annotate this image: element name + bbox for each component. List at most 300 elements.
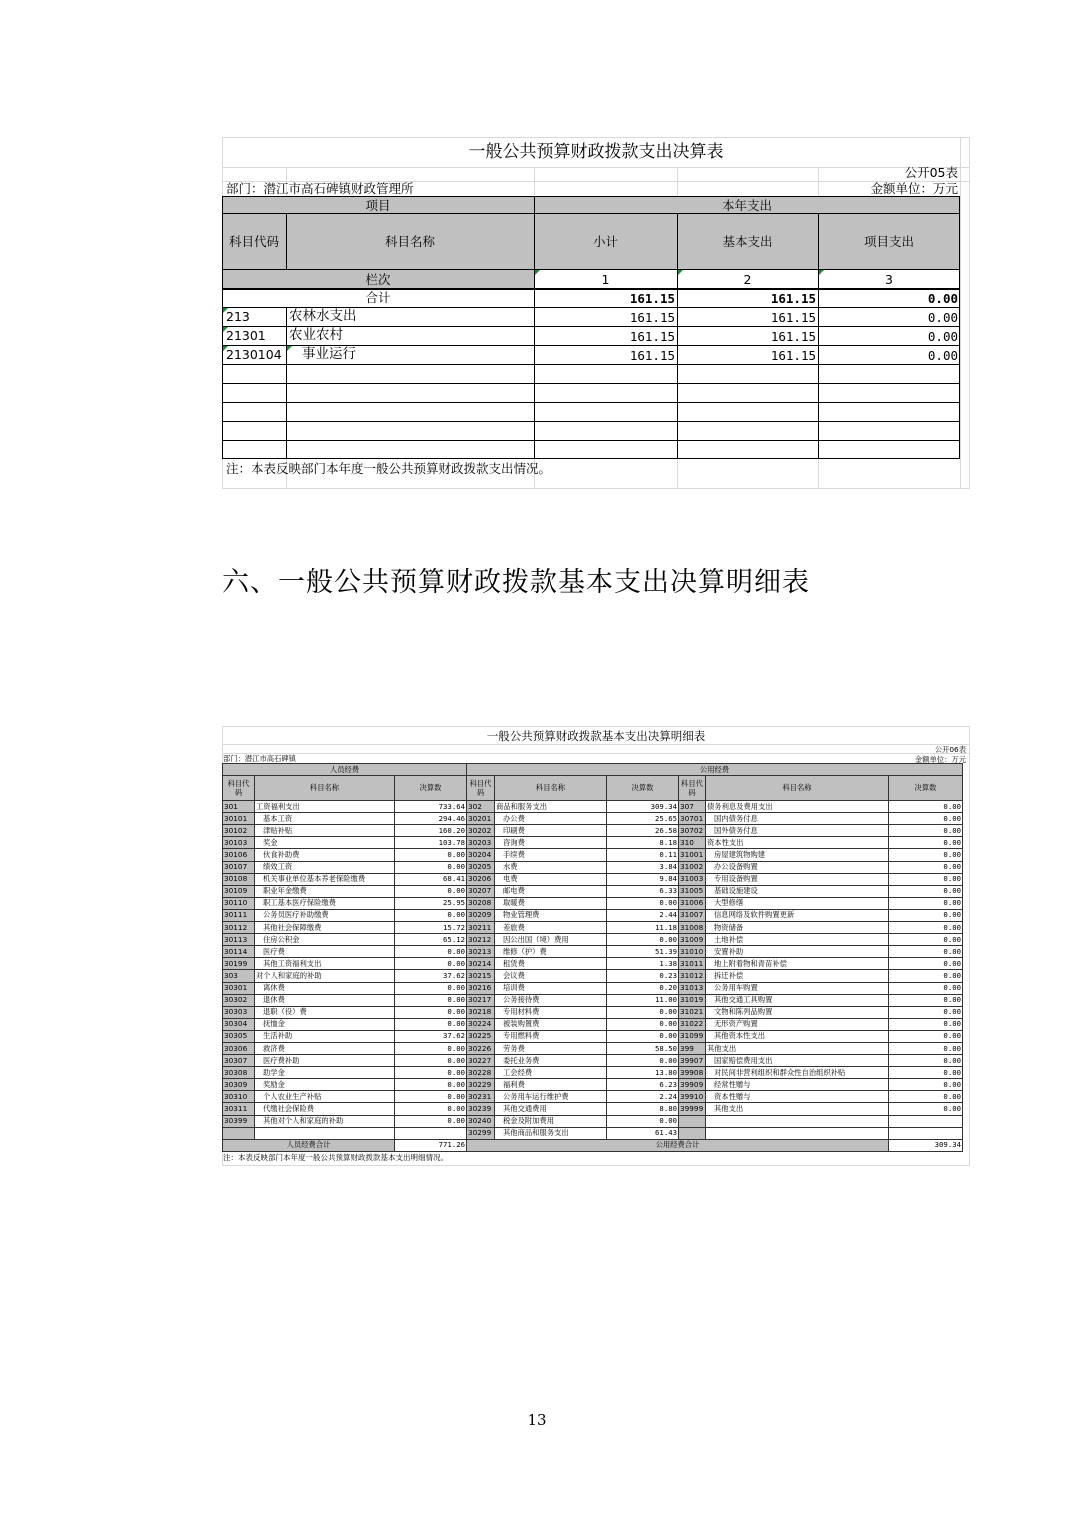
cell-amount: 37.62 — [395, 1030, 467, 1042]
cell-name: 绩效工资 — [255, 861, 395, 873]
cell-code: 30211 — [467, 922, 495, 934]
cell-amount: 26.58 — [607, 825, 679, 837]
cell-amount: 0.00 — [889, 946, 963, 958]
cell-code: 30111 — [223, 909, 255, 921]
row-project: 0.00 — [927, 329, 958, 344]
cell-name: 咨询费 — [495, 837, 607, 849]
table-row — [223, 801, 963, 813]
table-row — [223, 861, 963, 873]
table-row — [223, 825, 963, 837]
cell-amount: 0.20 — [607, 982, 679, 994]
page-number: 13 — [527, 1411, 547, 1429]
cell-name: 住房公积金 — [255, 934, 395, 946]
cell-amount: 0.00 — [889, 909, 963, 921]
cell-code: 30113 — [223, 934, 255, 946]
cell-name: 维修（护）费 — [495, 946, 607, 958]
cell-code: 30311 — [223, 1103, 255, 1115]
cell-amount: 0.00 — [395, 1067, 467, 1079]
cell-code: 39999 — [679, 1103, 706, 1115]
cell-name: 助学金 — [255, 1067, 395, 1079]
cell-name: 退职（役）费 — [255, 1006, 395, 1018]
cell-amount: 0.00 — [395, 1079, 467, 1091]
row-basic: 161.15 — [770, 329, 816, 344]
cell-amount: 0.00 — [395, 1091, 467, 1103]
row-subtotal: 161.15 — [629, 348, 675, 363]
cell-code: 31003 — [679, 873, 706, 885]
table1-unit: 金额单位：万元 — [870, 181, 958, 196]
cell-amount: 2.44 — [607, 909, 679, 921]
cell-code: 30225 — [467, 1030, 495, 1042]
cell-name: 其他支出 — [706, 1042, 889, 1054]
cell-amount: 0.00 — [889, 994, 963, 1006]
cell-code: 30308 — [223, 1067, 255, 1079]
cell-code: 30112 — [223, 922, 255, 934]
total-label: 合计 — [365, 290, 391, 305]
cell-code — [679, 1115, 706, 1127]
table-row — [223, 994, 963, 1006]
cell-amount: 2.24 — [607, 1091, 679, 1103]
table2-form-number: 公开06表 — [934, 745, 966, 754]
cell-name: 邮电费 — [495, 885, 607, 897]
cell-amount: 0.00 — [889, 1067, 963, 1079]
cell-amount: 0.00 — [395, 1055, 467, 1067]
cell-name: 对个人和家庭的补助 — [255, 970, 395, 982]
table-row — [223, 897, 963, 909]
cell-code: 30216 — [467, 982, 495, 994]
row-code: 213 — [226, 309, 250, 324]
cell-code: 30103 — [223, 837, 255, 849]
cell-code: 31010 — [679, 946, 706, 958]
cell-code: 30202 — [467, 825, 495, 837]
cell-name: 医疗费补助 — [255, 1055, 395, 1067]
row-basic: 161.15 — [770, 348, 816, 363]
cell-amount: 0.00 — [395, 946, 467, 958]
cell-code: 30101 — [223, 813, 255, 825]
cell-code: 30208 — [467, 897, 495, 909]
cell-name: 取暖费 — [495, 897, 607, 909]
cell-code: 30199 — [223, 958, 255, 970]
cell-code: 30303 — [223, 1006, 255, 1018]
cell-name: 基本工资 — [255, 813, 395, 825]
cell-code: 30304 — [223, 1018, 255, 1030]
cell-name: 个人农业生产补贴 — [255, 1091, 395, 1103]
cell-name: 专用设备购置 — [706, 873, 889, 885]
cell-amount: 68.41 — [395, 873, 467, 885]
cell-code: 30205 — [467, 861, 495, 873]
cell-amount: 25.65 — [607, 813, 679, 825]
cell-name — [255, 1127, 395, 1139]
cell-amount: 0.00 — [889, 1091, 963, 1103]
cell-amount: 0.00 — [607, 897, 679, 909]
cell-name: 经常性赠与 — [706, 1079, 889, 1091]
header-personnel: 人员经费 — [223, 764, 467, 776]
cell-code: 302 — [467, 801, 495, 813]
cell-code: 39909 — [679, 1079, 706, 1091]
total-basic: 161.15 — [770, 291, 816, 306]
cell-amount: 103.78 — [395, 837, 467, 849]
cell-name: 信息网络及软件购置更新 — [706, 909, 889, 921]
cell-amount: 0.00 — [607, 1030, 679, 1042]
cell-code: 30215 — [467, 970, 495, 982]
table-row — [223, 1115, 963, 1127]
cell-name: 差旅费 — [495, 922, 607, 934]
cell-code: 30239 — [467, 1103, 495, 1115]
cell-amount: 0.00 — [889, 1006, 963, 1018]
cell-name: 办公设备购置 — [706, 861, 889, 873]
cell-name: 福利费 — [495, 1079, 607, 1091]
cell-name: 工资福利支出 — [255, 801, 395, 813]
cell-amount: 0.00 — [889, 1079, 963, 1091]
cell-code: 31001 — [679, 849, 706, 861]
cell-code: 31009 — [679, 934, 706, 946]
cell-name: 房屋建筑物购建 — [706, 849, 889, 861]
cell-code: 30213 — [467, 946, 495, 958]
table1-department: 部门：潜江市高石碑镇财政管理所 — [226, 181, 414, 196]
cell-name: 退休费 — [255, 994, 395, 1006]
cell-name: 工会经费 — [495, 1067, 607, 1079]
cell-code: 301 — [223, 801, 255, 813]
cell-name: 租赁费 — [495, 958, 607, 970]
cell-amount: 0.00 — [395, 994, 467, 1006]
cell-code: 30109 — [223, 885, 255, 897]
cell-name: 办公费 — [495, 813, 607, 825]
personnel-total-label: 人员经费合计 — [223, 1139, 395, 1151]
cell-amount: 0.00 — [395, 958, 467, 970]
cell-amount: 0.00 — [889, 982, 963, 994]
cell-code: 30214 — [467, 958, 495, 970]
cell-amount: 0.00 — [607, 1006, 679, 1018]
column-index-2: 2 — [743, 272, 752, 287]
table-row — [223, 1067, 963, 1079]
budget-expenditure-table — [222, 137, 970, 489]
cell-name: 其他社会保障缴费 — [255, 922, 395, 934]
table1-form-number: 公开05表 — [904, 165, 958, 180]
cell-code: 31005 — [679, 885, 706, 897]
cell-code: 30209 — [467, 909, 495, 921]
cell-code: 30309 — [223, 1079, 255, 1091]
row-basic: 161.15 — [770, 310, 816, 325]
header-public: 公用经费 — [467, 764, 963, 776]
cell-code: 30102 — [223, 825, 255, 837]
cell-code: 303 — [223, 970, 255, 982]
cell-amount: 3.84 — [607, 861, 679, 873]
cell-code: 30299 — [467, 1127, 495, 1139]
header-name: 科目名称 — [255, 776, 395, 801]
cell-name: 奖金 — [255, 837, 395, 849]
cell-amount: 309.34 — [607, 801, 679, 813]
public-total: 309.34 — [889, 1139, 963, 1151]
cell-name — [706, 1115, 889, 1127]
cell-amount: 0.00 — [395, 1115, 467, 1127]
cell-amount: 0.00 — [889, 1042, 963, 1054]
cell-name: 其他交通费用 — [495, 1103, 607, 1115]
table-row — [223, 813, 963, 825]
cell-name: 其他商品和服务支出 — [495, 1127, 607, 1139]
table1-title: 一般公共预算财政拨款支出决算表 — [468, 142, 724, 162]
table-row — [223, 1055, 963, 1067]
cell-name: 公务接待费 — [495, 994, 607, 1006]
public-total-label: 公用经费合计 — [467, 1139, 889, 1151]
cell-amount: 11.00 — [607, 994, 679, 1006]
cell-code: 31006 — [679, 897, 706, 909]
cell-amount: 0.00 — [889, 1103, 963, 1115]
cell-code: 30106 — [223, 849, 255, 861]
cell-amount: 0.00 — [607, 934, 679, 946]
cell-amount: 0.00 — [607, 1018, 679, 1030]
cell-amount: 0.00 — [607, 1115, 679, 1127]
cell-code: 30701 — [679, 813, 706, 825]
column-index-3: 3 — [885, 272, 893, 287]
cell-code: 30302 — [223, 994, 255, 1006]
cell-amount — [889, 1127, 963, 1139]
column-index-1: 1 — [601, 272, 610, 287]
table2-department: 部门：潜江市高石碑镇 — [223, 754, 296, 763]
cell-name: 债务利息及费用支出 — [706, 801, 889, 813]
table2-note: 注：本表反映部门本年度一般公共预算财政拨款基本支出明细情况。 — [223, 1153, 448, 1162]
cell-amount: 6.33 — [607, 885, 679, 897]
cell-code: 31019 — [679, 994, 706, 1006]
cell-name: 文物和陈列品购置 — [706, 1006, 889, 1018]
cell-name: 手续费 — [495, 849, 607, 861]
cell-name: 资本性支出 — [706, 837, 889, 849]
header-basic: 基本支出 — [722, 234, 773, 249]
cell-name: 职工基本医疗保险缴费 — [255, 897, 395, 909]
header-code: 科目代码 — [679, 776, 706, 801]
cell-name: 会议费 — [495, 970, 607, 982]
cell-name: 其他对个人和家庭的补助 — [255, 1115, 395, 1127]
table-row — [223, 837, 963, 849]
cell-name: 离休费 — [255, 982, 395, 994]
cell-code: 31007 — [679, 909, 706, 921]
cell-name: 生活补助 — [255, 1030, 395, 1042]
cell-amount: 0.00 — [395, 982, 467, 994]
row-code: 21301 — [226, 328, 266, 343]
cell-code — [223, 1127, 255, 1139]
cell-amount: 733.64 — [395, 801, 467, 813]
cell-name: 无形资产购置 — [706, 1018, 889, 1030]
cell-code: 30207 — [467, 885, 495, 897]
cell-name: 国内债务付息 — [706, 813, 889, 825]
cell-amount: 0.00 — [395, 849, 467, 861]
cell-amount: 13.80 — [607, 1067, 679, 1079]
cell-code: 30212 — [467, 934, 495, 946]
table-row — [223, 922, 963, 934]
cell-code: 30702 — [679, 825, 706, 837]
cell-code: 31099 — [679, 1030, 706, 1042]
cell-amount: 61.43 — [607, 1127, 679, 1139]
cell-code: 30229 — [467, 1079, 495, 1091]
table-row — [223, 1042, 963, 1054]
cell-name: 印刷费 — [495, 825, 607, 837]
cell-amount: 0.00 — [889, 922, 963, 934]
cell-code: 30305 — [223, 1030, 255, 1042]
cell-name: 劳务费 — [495, 1042, 607, 1054]
cell-amount: 0.00 — [889, 885, 963, 897]
cell-name: 国外债务付息 — [706, 825, 889, 837]
cell-code: 30201 — [467, 813, 495, 825]
cell-name: 机关事业单位基本养老保险缴费 — [255, 873, 395, 885]
cell-amount: 0.00 — [889, 970, 963, 982]
cell-amount — [395, 1127, 467, 1139]
cell-name: 医疗费 — [255, 946, 395, 958]
cell-code: 399 — [679, 1042, 706, 1054]
cell-name: 其他支出 — [706, 1103, 889, 1115]
table-row — [223, 982, 963, 994]
cell-amount: 8.18 — [607, 837, 679, 849]
cell-name: 资本性赠与 — [706, 1091, 889, 1103]
cell-amount: 0.00 — [889, 825, 963, 837]
cell-amount: 0.00 — [889, 897, 963, 909]
cell-name: 电费 — [495, 873, 607, 885]
cell-amount: 0.00 — [889, 1030, 963, 1042]
header-subtotal: 小计 — [592, 234, 618, 249]
cell-code: 31013 — [679, 982, 706, 994]
cell-code: 30206 — [467, 873, 495, 885]
header-amount: 决算数 — [395, 776, 467, 801]
cell-amount: 0.00 — [607, 1055, 679, 1067]
cell-amount: 0.00 — [889, 849, 963, 861]
cell-code: 30231 — [467, 1091, 495, 1103]
cell-name: 水费 — [495, 861, 607, 873]
row-name: 事业运行 — [302, 346, 356, 362]
cell-amount: 0.00 — [395, 1042, 467, 1054]
row-project: 0.00 — [927, 310, 958, 325]
row-subtotal: 161.15 — [629, 329, 675, 344]
cell-name: 培训费 — [495, 982, 607, 994]
cell-code: 30240 — [467, 1115, 495, 1127]
basic-expenditure-detail-table — [222, 726, 970, 1166]
row-subtotal: 161.15 — [629, 310, 675, 325]
table-row — [223, 1006, 963, 1018]
table-row — [223, 1103, 963, 1115]
header-code: 科目代码 — [467, 776, 495, 801]
cell-amount: 0.00 — [395, 861, 467, 873]
cell-amount: 37.62 — [395, 970, 467, 982]
cell-name: 抚恤金 — [255, 1018, 395, 1030]
cell-amount: 0.00 — [395, 909, 467, 921]
cell-amount: 8.80 — [607, 1103, 679, 1115]
header-project: 项目支出 — [863, 234, 914, 249]
personnel-total: 771.26 — [395, 1139, 467, 1151]
cell-code: 31011 — [679, 958, 706, 970]
cell-code: 30114 — [223, 946, 255, 958]
cell-amount: 0.00 — [889, 837, 963, 849]
table-row — [223, 849, 963, 861]
cell-code: 31021 — [679, 1006, 706, 1018]
cell-name: 安置补助 — [706, 946, 889, 958]
cell-amount: 294.46 — [395, 813, 467, 825]
cell-amount: 0.00 — [889, 801, 963, 813]
cell-code: 30226 — [467, 1042, 495, 1054]
table-row — [223, 934, 963, 946]
cell-name: 因公出国（境）费用 — [495, 934, 607, 946]
cell-code: 30218 — [467, 1006, 495, 1018]
cell-amount: 0.00 — [889, 1055, 963, 1067]
cell-name: 公务用车购置 — [706, 982, 889, 994]
cell-amount: 9.84 — [607, 873, 679, 885]
header-name: 科目名称 — [384, 234, 435, 249]
table-row — [223, 946, 963, 958]
cell-code: 31012 — [679, 970, 706, 982]
cell-code: 31008 — [679, 922, 706, 934]
total-project: 0.00 — [927, 291, 958, 306]
cell-code: 30217 — [467, 994, 495, 1006]
table-row — [223, 1030, 963, 1042]
cell-code: 30399 — [223, 1115, 255, 1127]
section-heading: 六、一般公共预算财政拨款基本支出决算明细表 — [222, 567, 810, 598]
column-index-label: 栏次 — [365, 272, 391, 287]
cell-code: 30306 — [223, 1042, 255, 1054]
cell-name: 委托业务费 — [495, 1055, 607, 1067]
row-name: 农林水支出 — [289, 308, 357, 324]
cell-code: 39910 — [679, 1091, 706, 1103]
table-row — [223, 873, 963, 885]
cell-amount: 0.11 — [607, 849, 679, 861]
row-project: 0.00 — [927, 348, 958, 363]
cell-name: 公务员医疗补助缴费 — [255, 909, 395, 921]
cell-code: 30107 — [223, 861, 255, 873]
cell-name: 津贴补贴 — [255, 825, 395, 837]
cell-amount: 0.00 — [395, 1018, 467, 1030]
header-amount: 决算数 — [889, 776, 963, 801]
cell-name: 公务用车运行维护费 — [495, 1091, 607, 1103]
cell-name: 代缴社会保险费 — [255, 1103, 395, 1115]
header-current-year: 本年支出 — [721, 198, 772, 213]
cell-code: 310 — [679, 837, 706, 849]
cell-name: 职业年金缴费 — [255, 885, 395, 897]
cell-name: 奖励金 — [255, 1079, 395, 1091]
cell-code: 307 — [679, 801, 706, 813]
cell-code: 30203 — [467, 837, 495, 849]
cell-amount: 0.00 — [889, 958, 963, 970]
header-amount: 决算数 — [607, 776, 679, 801]
cell-name: 被装购置费 — [495, 1018, 607, 1030]
table-row — [223, 970, 963, 982]
cell-code: 39907 — [679, 1055, 706, 1067]
cell-amount — [889, 1115, 963, 1127]
detail-grid — [222, 763, 963, 1152]
cell-amount: 0.00 — [889, 861, 963, 873]
table-row — [223, 1127, 963, 1139]
cell-amount: 0.00 — [395, 885, 467, 897]
cell-amount: 160.20 — [395, 825, 467, 837]
cell-name: 拆迁补偿 — [706, 970, 889, 982]
table2-title: 一般公共预算财政拨款基本支出决算明细表 — [486, 729, 706, 743]
cell-name: 其他交通工具购置 — [706, 994, 889, 1006]
cell-amount: 1.38 — [607, 958, 679, 970]
cell-amount: 15.72 — [395, 922, 467, 934]
cell-amount: 65.12 — [395, 934, 467, 946]
header-item: 项目 — [365, 198, 391, 213]
cell-name: 物资储备 — [706, 922, 889, 934]
cell-code: 30204 — [467, 849, 495, 861]
cell-code — [679, 1127, 706, 1139]
cell-name: 土地补偿 — [706, 934, 889, 946]
cell-code: 31022 — [679, 1018, 706, 1030]
table-row — [223, 1091, 963, 1103]
cell-name: 大型修缮 — [706, 897, 889, 909]
cell-amount: 25.95 — [395, 897, 467, 909]
cell-amount: 11.18 — [607, 922, 679, 934]
header-code: 科目代码 — [228, 234, 279, 249]
cell-amount: 0.00 — [889, 1018, 963, 1030]
cell-code: 30110 — [223, 897, 255, 909]
cell-amount: 58.50 — [607, 1042, 679, 1054]
cell-name: 其他工资福利支出 — [255, 958, 395, 970]
cell-name: 地上附着物和青苗补偿 — [706, 958, 889, 970]
cell-name: 物业管理费 — [495, 909, 607, 921]
cell-code: 30227 — [467, 1055, 495, 1067]
